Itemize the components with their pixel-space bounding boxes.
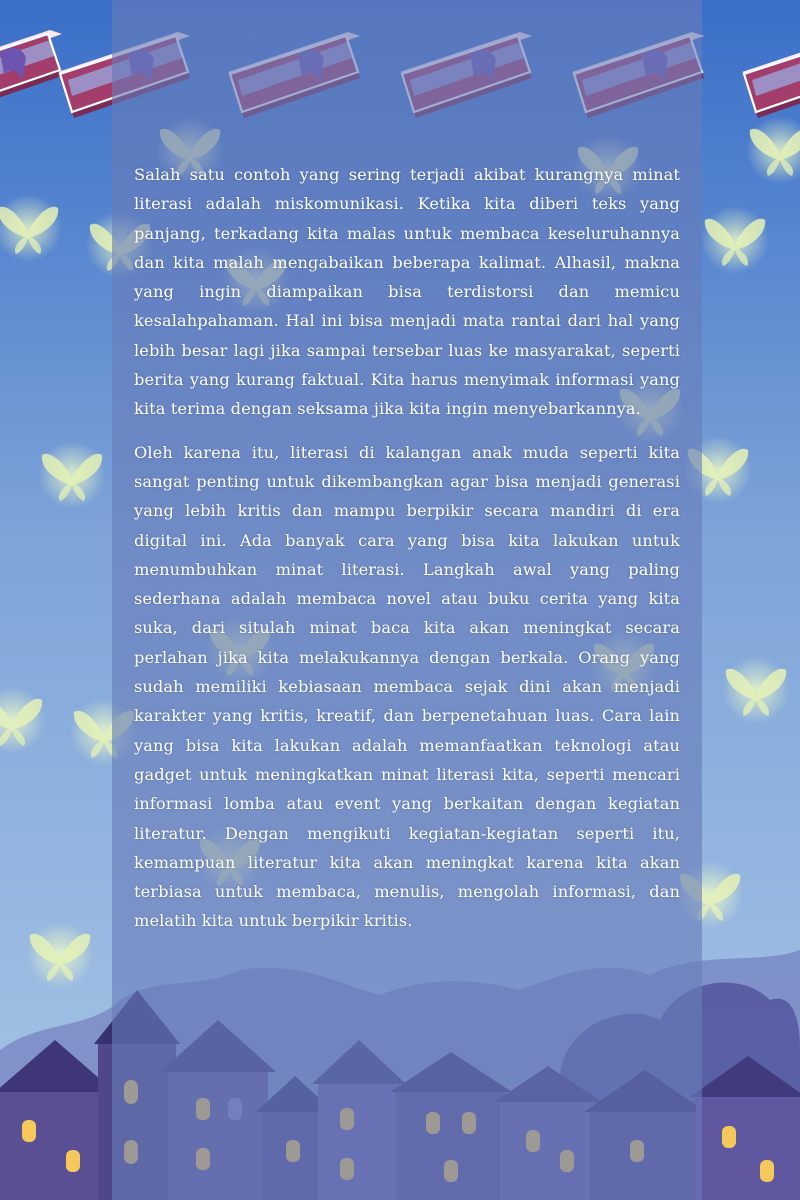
paragraph-1: Salah satu contoh yang sering terjadi akibat kurangnya minat literasi adalah miskomunikasi. Ketika kita diberi teks yang panjang, terkadang kita malas untuk membaca keseluruhannya dan kita malah mengabaikan beberapa kalimat. Alhasil, makna yang ingin diampaikan bisa terdistorsi dan memicu kesalahpahaman. Hal ini bisa menjadi mata rantai dari hal yang lebih besar lagi jika sampai tersebar luas ke masyarakat, seperti berita yang kurang faktual. Kita harus menyimak informasi yang kita terima dengan seksama jika kita ingin menyebarkannya. — [134, 165, 680, 419]
article-body — [134, 160, 680, 950]
paragraph-2: Oleh karena itu, literasi di kalangan anak muda seperti kita sangat penting untuk dikembangkan agar bisa menjadi generasi yang lebih kritis dan mampu berpikir secara mandiri di era digital ini. Ada banyak cara yang bisa kita lakukan untuk menumbuhkan minat literasi. Langkah awal yang paling sederhana adalah membaca novel atau buku cerita yang kita suka, dari situlah minat baca kita akan meningkat secara perlahan jika kita melakukannya dengan berkala. Orang yang sudah memiliki kebiasaan membaca sejak dini akan menjadi karakter yang kritis, kreatif, dan berpenetahuan luas. Cara lain yang bisa kita lakukan adalah memanfaatkan teknologi atau gadget untuk meningkatkan minat literasi kita, seperti mencari informasi lomba atau event yang berkaitan dengan kegiatan literatur. Dengan mengikuti kegiatan-kegiatan seperti itu, kemampuan literatur kita akan meningkat karena kita akan terbiasa untuk membaca, menulis, mengolah informasi, dan melatih kita untuk berpikir kritis. — [134, 442, 680, 931]
